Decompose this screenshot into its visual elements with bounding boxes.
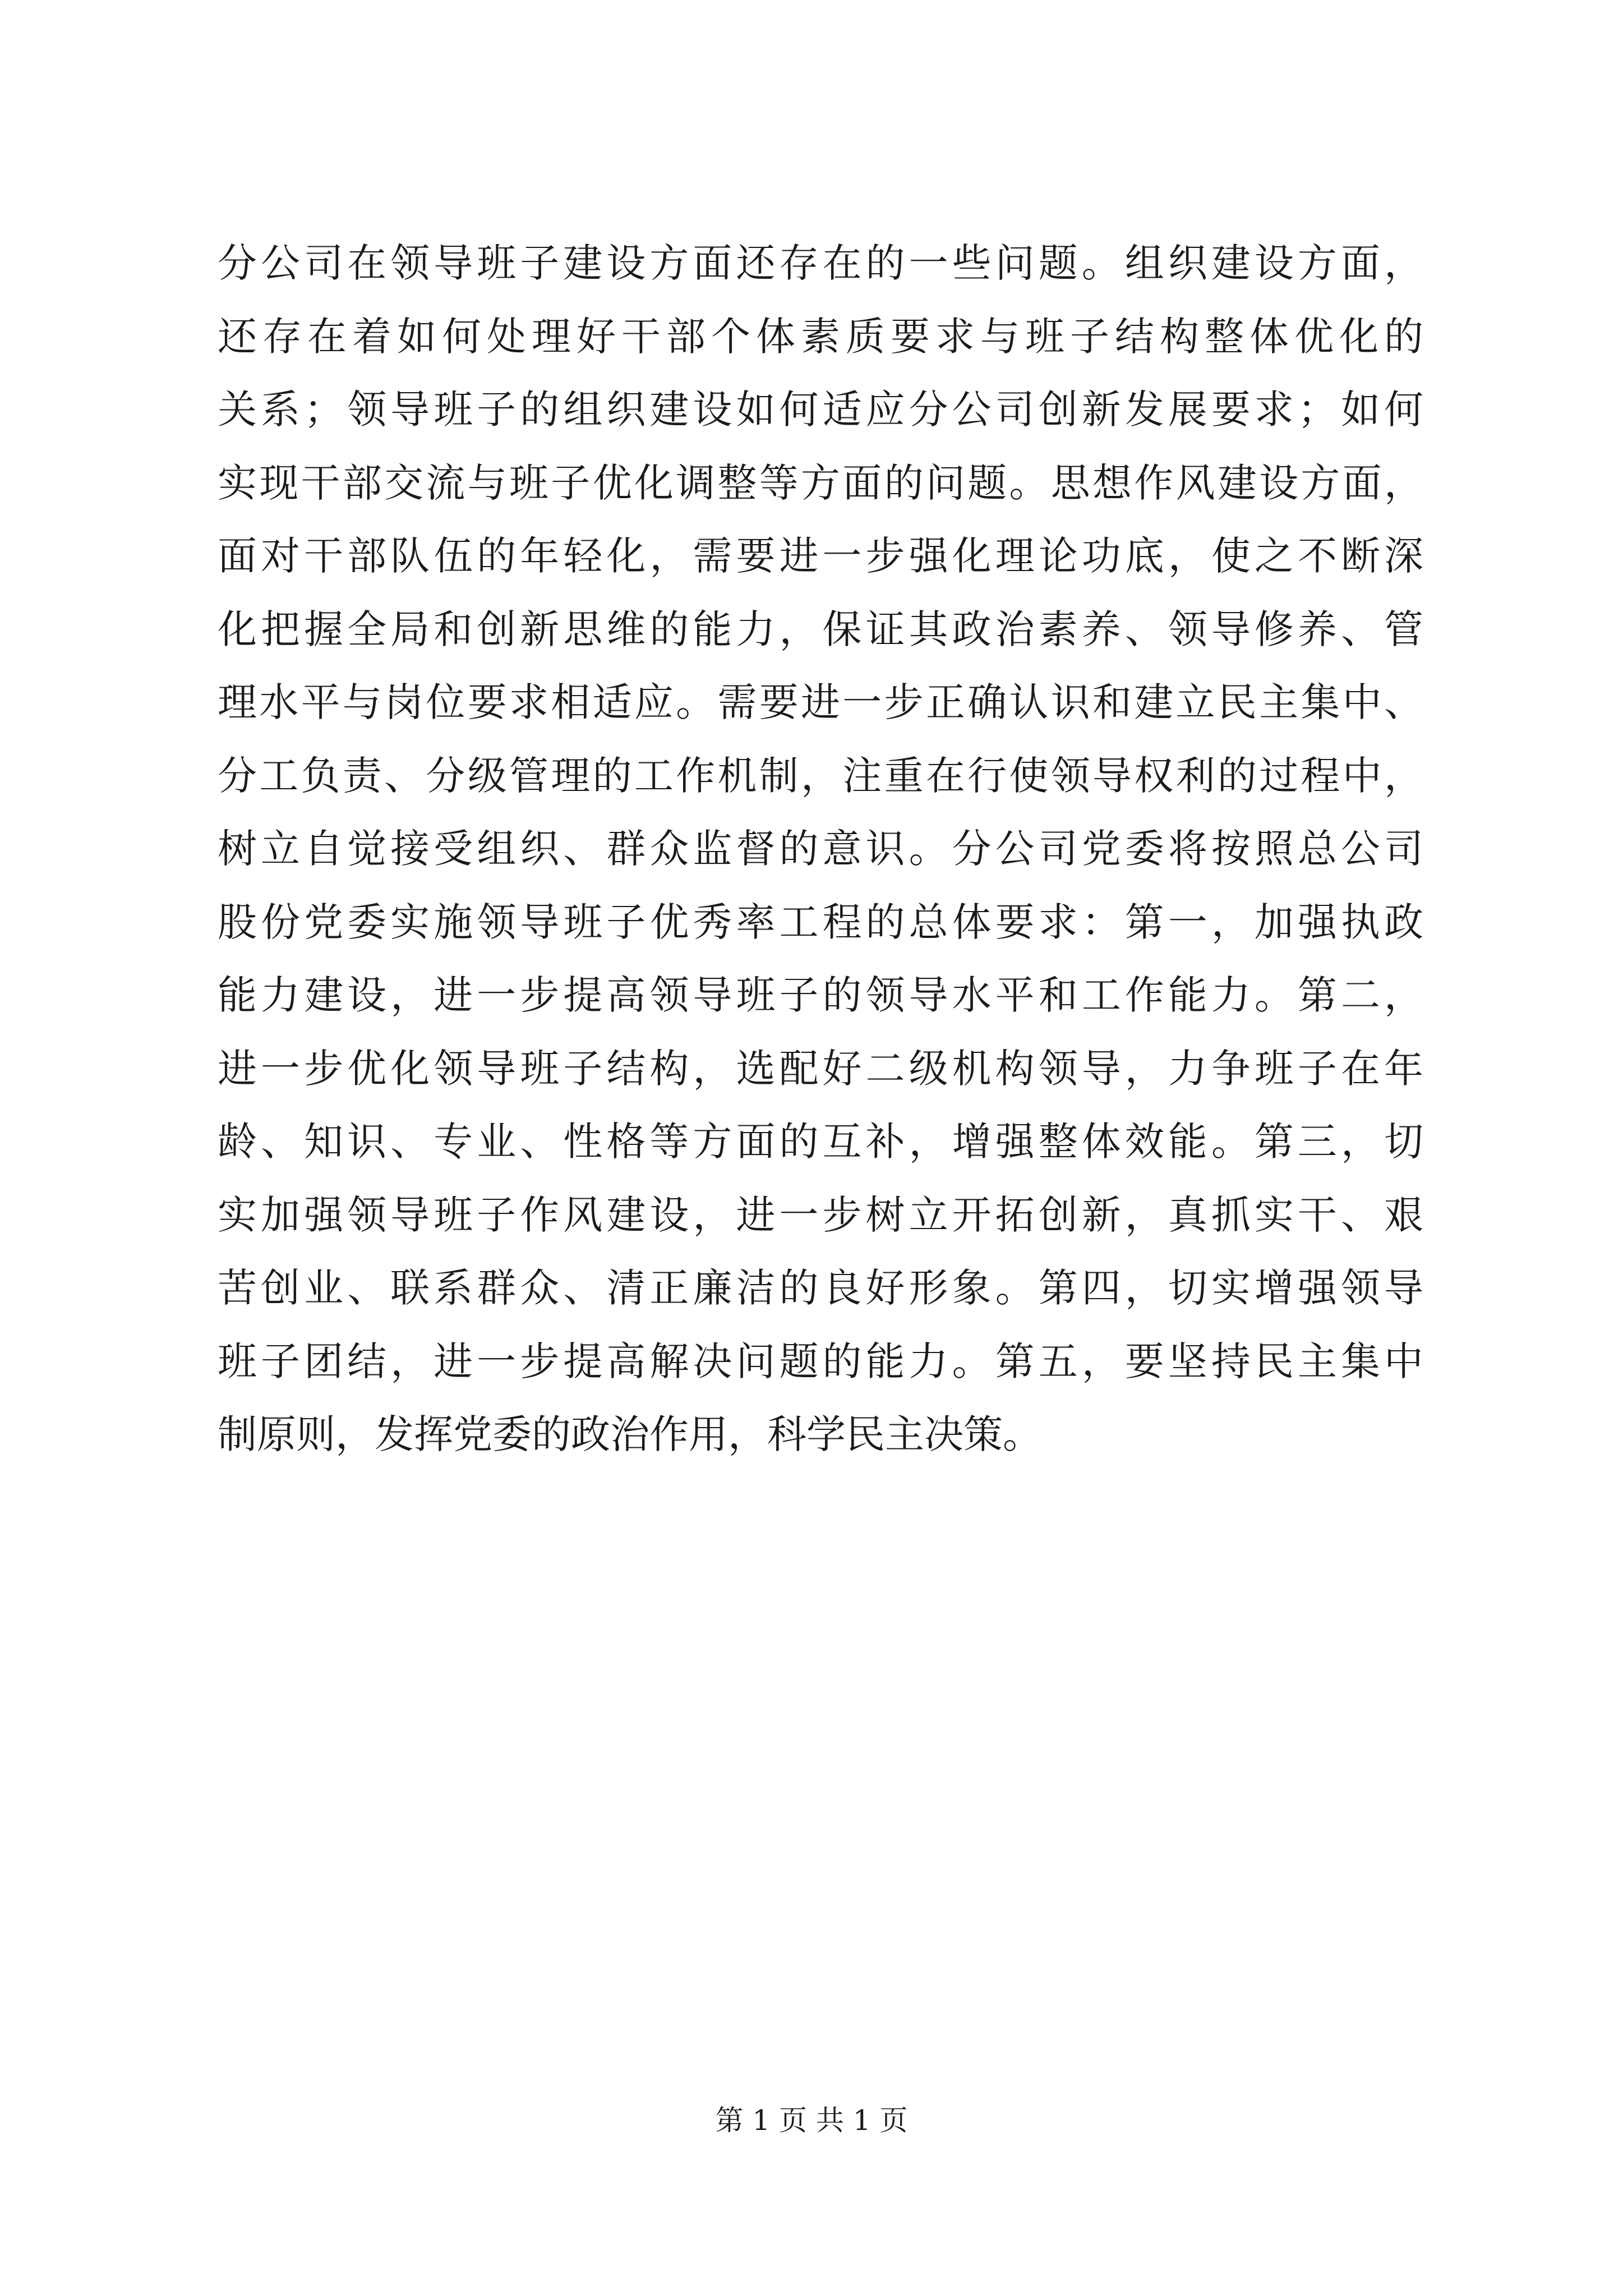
paragraph-line: 树立自觉接受组织、群众监督的意识。分公司党委将按照总公司 xyxy=(218,826,1423,872)
paragraph-line: 股份党委实施领导班子优秀率工程的总体要求：第一，加强执政 xyxy=(218,899,1423,945)
body-paragraph xyxy=(218,227,1423,1471)
paragraph-line: 实加强领导班子作风建设，进一步树立开拓创新，真抓实干、艰 xyxy=(218,1191,1423,1238)
paragraph-line: 理水平与岗位要求相适应。需要进一步正确认识和建立民主集中、 xyxy=(218,679,1423,725)
paragraph-line: 龄、知识、专业、性格等方面的互补，增强整体效能。第三，切 xyxy=(218,1119,1423,1165)
paragraph-line: 关系；领导班子的组织建设如何适应分公司创新发展要求；如何 xyxy=(218,386,1423,432)
paragraph-line: 化把握全局和创新思维的能力，保证其政治素养、领导修养、管 xyxy=(218,606,1423,652)
paragraph-line: 实现干部交流与班子优化调整等方面的问题。思想作风建设方面， xyxy=(218,459,1423,506)
paragraph-line: 苦创业、联系群众、清正廉洁的良好形象。第四，切实增强领导 xyxy=(218,1265,1423,1311)
paragraph-line: 还存在着如何处理好干部个体素质要求与班子结构整体优化的 xyxy=(218,313,1423,360)
paragraph-line: 制原则，发挥党委的政治作用，科学民主决策。 xyxy=(218,1411,1042,1457)
paragraph-line: 分工负责、分级管理的工作机制，注重在行使领导权利的过程中， xyxy=(218,752,1423,799)
paragraph-line: 进一步优化领导班子结构，选配好二级机构领导，力争班子在年 xyxy=(218,1045,1423,1092)
paragraph-line: 分公司在领导班子建设方面还存在的一些问题。组织建设方面， xyxy=(218,240,1423,286)
paragraph-line: 能力建设，进一步提高领导班子的领导水平和工作能力。第二， xyxy=(218,972,1423,1018)
paragraph-line: 班子团结，进一步提高解决问题的能力。第五，要坚持民主集中 xyxy=(218,1338,1423,1384)
paragraph-line: 面对干部队伍的年轻化，需要进一步强化理论功底，使之不断深 xyxy=(218,533,1423,579)
page-footer: 第 1 页 共 1 页 xyxy=(715,2104,908,2137)
